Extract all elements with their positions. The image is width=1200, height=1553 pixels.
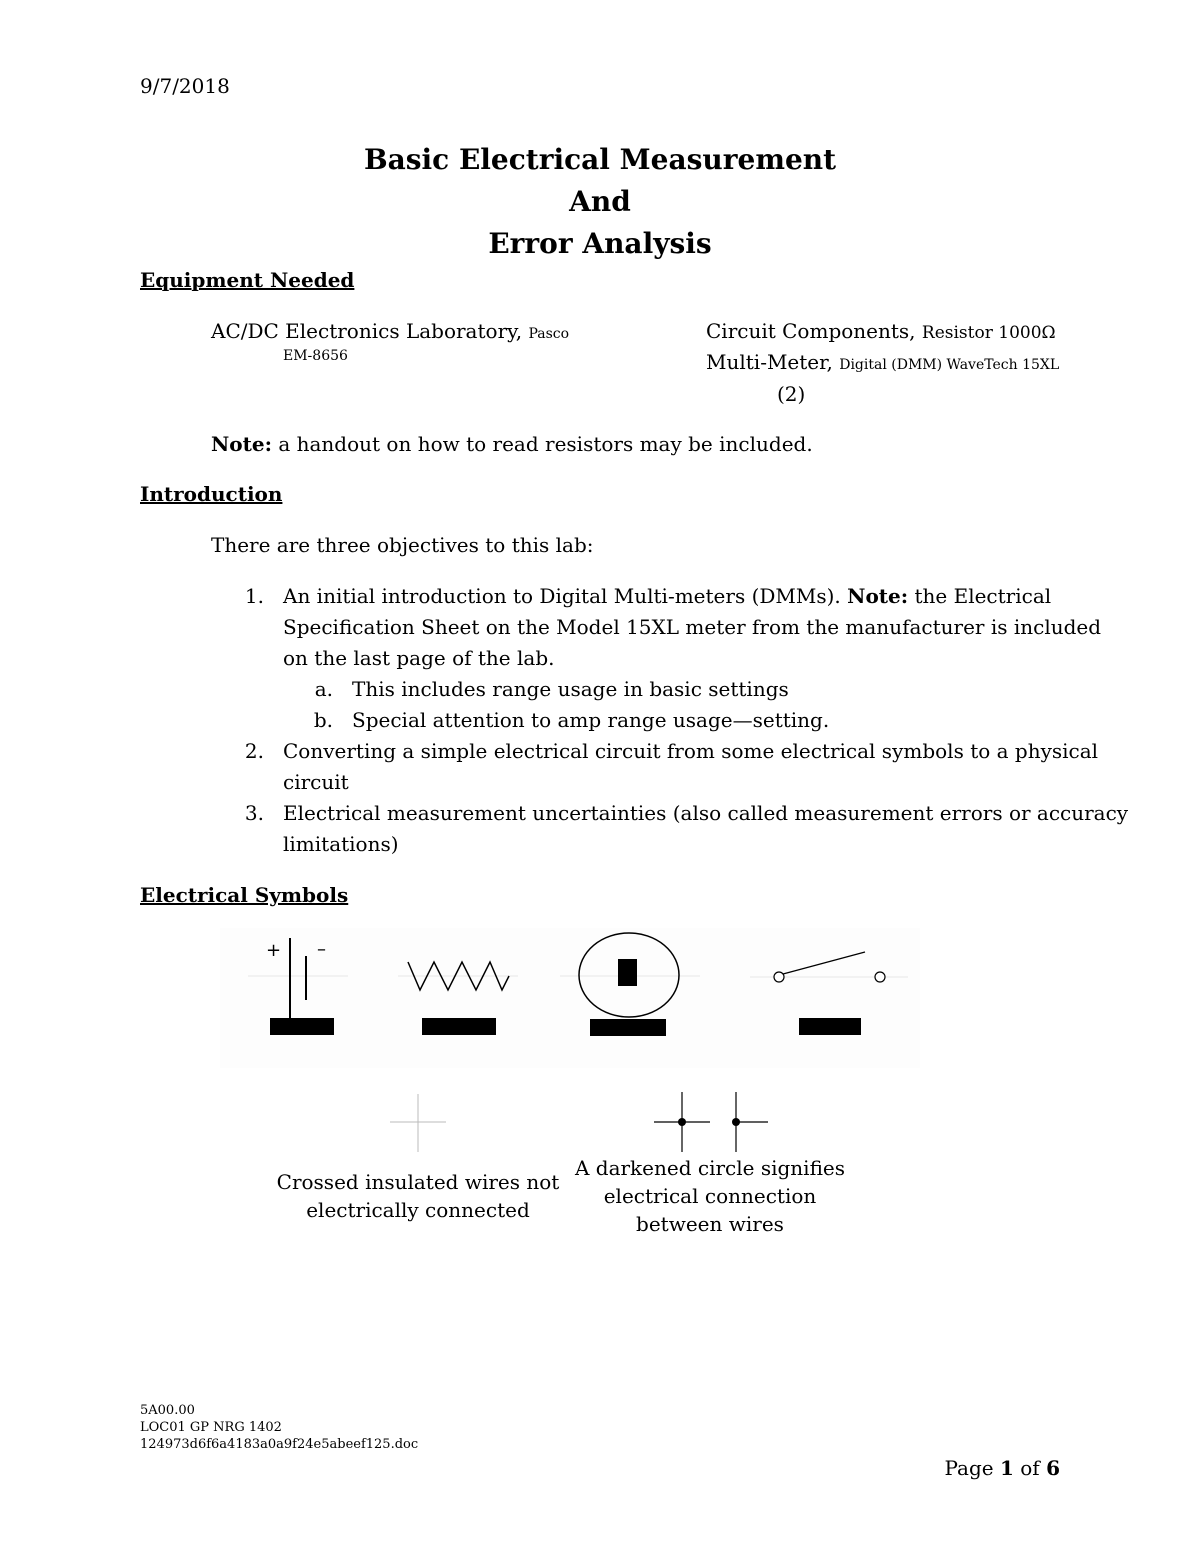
equipment-item-1-name: AC/DC Electronics Laboratory,: [211, 319, 523, 343]
crossed-caption-line2: electrically connected: [306, 1198, 530, 1222]
junction-dot-2: [732, 1118, 740, 1126]
battery-minus-label: –: [317, 939, 326, 960]
equipment-note-label: Note:: [211, 432, 272, 456]
crossed-wires-symbol: [380, 1088, 460, 1158]
junction-dot-1: [678, 1118, 686, 1126]
objective-1a-text: This includes range usage in basic settings: [352, 677, 789, 701]
footer-loc: LOC01 GP NRG 1402: [140, 1420, 282, 1435]
resistor-label-redaction: [422, 1018, 496, 1035]
symbols-heading: Electrical Symbols: [140, 883, 349, 907]
equipment-item-1-model: EM-8656: [283, 348, 348, 364]
switch-label-redaction: [799, 1018, 861, 1035]
equipment-item-2: [706, 319, 1056, 343]
electrical-symbols-figure: [220, 928, 920, 1068]
equipment-note: [211, 432, 813, 456]
objective-1-line2: Specification Sheet on the Model 15XL meter from the manufacturer is included: [283, 615, 1102, 639]
objective-2-number: 2.: [244, 739, 264, 763]
equipment-item-3-qty: (2): [777, 382, 806, 406]
objective-1b-letter: b.: [313, 708, 333, 732]
objective-1-line1-text: An initial introduction to Digital Multi-meters (DMMs).: [283, 584, 841, 608]
objective-2-line1: Converting a simple electrical circuit from some electrical symbols to a physical: [283, 739, 1099, 763]
page-number: [945, 1456, 1061, 1480]
objective-1a-letter: a.: [314, 677, 333, 701]
footer-code: 5A00.00: [140, 1403, 195, 1418]
doc-title-line3: Error Analysis: [488, 227, 712, 260]
objective-3-line2: limitations): [283, 832, 399, 856]
objective-1-line1: [283, 584, 1051, 608]
objective-1-line3: on the last page of the lab.: [283, 646, 555, 670]
battery-label-redaction: [270, 1018, 334, 1035]
connected-caption-line2: electrical connection: [603, 1184, 817, 1208]
connected-caption-line1: A darkened circle signifies: [574, 1156, 846, 1180]
meter-label-redaction: [590, 1019, 666, 1036]
crossed-wires-caption: [268, 1168, 568, 1224]
equipment-item-3-name: Multi-Meter,: [706, 350, 833, 374]
objective-3-number: 3.: [244, 801, 264, 825]
crossed-caption-line1: Crossed insulated wires not: [276, 1170, 560, 1194]
footer-info: [140, 1402, 418, 1453]
connected-wires-symbol: [640, 1088, 780, 1158]
equipment-item-3: [706, 350, 1059, 374]
equipment-note-text: a handout on how to read resistors may be included.: [278, 432, 813, 456]
battery-plus-label: +: [266, 940, 282, 961]
connected-caption-line3: between wires: [636, 1212, 784, 1236]
connected-wires-caption: [560, 1154, 860, 1238]
equipment-item-2-detail: Resistor 1000Ω: [921, 323, 1056, 343]
doc-title-line2: And: [569, 185, 631, 218]
footer-file: 124973d6f6a4183a0a9f24e5abeef125.doc: [140, 1437, 419, 1452]
header-date: 9/7/2018: [140, 74, 230, 98]
objective-1b-text: Special attention to amp range usage—setting.: [352, 708, 830, 732]
page-current: 1: [999, 1456, 1014, 1480]
page-word: Page: [944, 1456, 994, 1480]
equipment-heading: Equipment Needed: [140, 268, 355, 292]
doc-title-line1: Basic Electrical Measurement: [363, 143, 837, 176]
objective-1-note-label: Note:: [847, 584, 909, 608]
equipment-item-2-name: Circuit Components,: [706, 319, 916, 343]
page-of: of: [1020, 1456, 1040, 1480]
objective-1-number: 1.: [244, 584, 264, 608]
equipment-item-1-detail: Pasco: [528, 326, 570, 342]
equipment-item-3-detail: Digital (DMM) WaveTech 15XL: [839, 357, 1060, 373]
introduction-lead: There are three objectives to this lab:: [211, 533, 594, 557]
objective-2-line2: circuit: [283, 770, 349, 794]
equipment-item-1: [211, 319, 569, 343]
introduction-heading: Introduction: [140, 482, 283, 506]
objective-3-line1: Electrical measurement uncertainties (also called measurement errors or accuracy: [283, 801, 1129, 825]
page-total: 6: [1046, 1456, 1060, 1480]
objective-1-line1-post: the Electrical: [914, 584, 1052, 608]
